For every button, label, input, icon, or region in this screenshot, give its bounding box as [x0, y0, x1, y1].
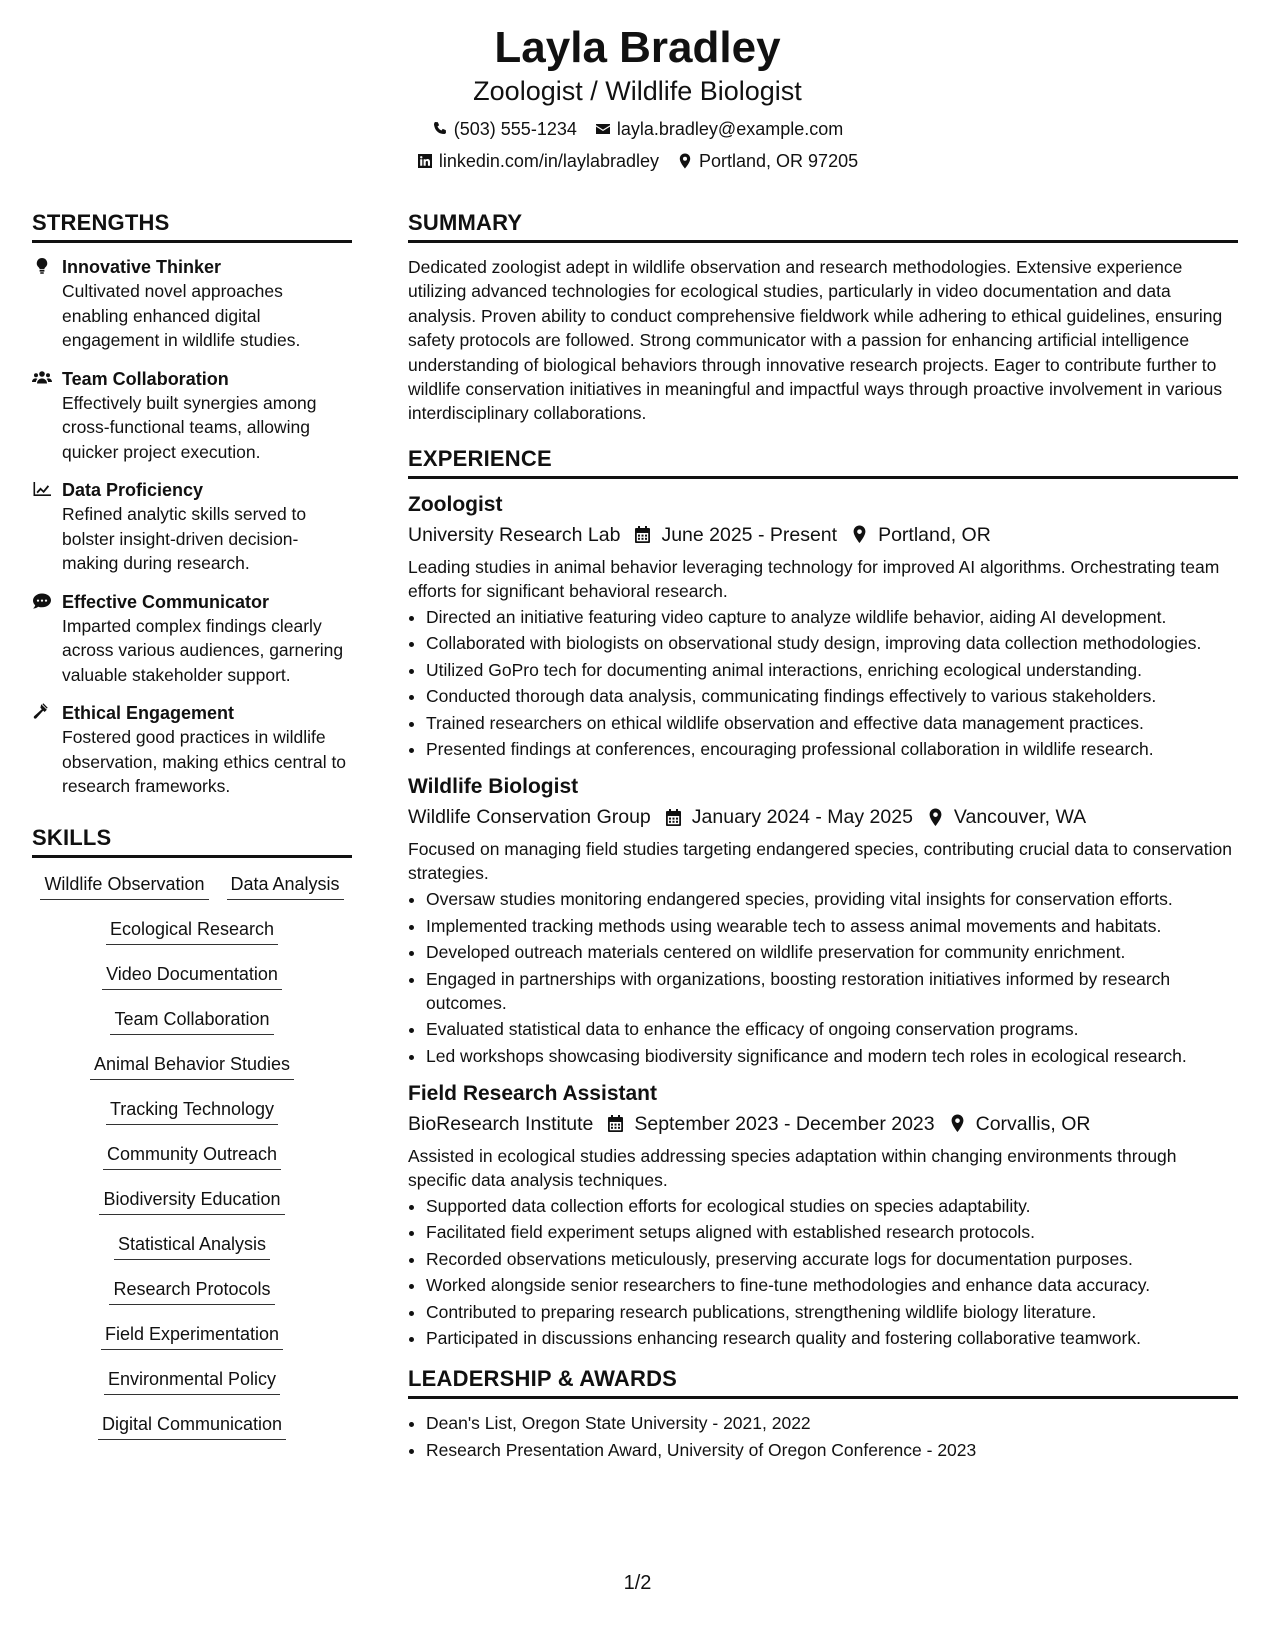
phone-icon [432, 121, 448, 137]
right-column [408, 210, 1238, 1464]
job-dates: January 2024 - May 2025 [691, 806, 913, 829]
job-meta [408, 803, 1238, 831]
candidate-name: Layla Bradley [494, 23, 781, 72]
lightbulb-icon [32, 257, 52, 275]
map-marker-icon [851, 525, 868, 544]
resume-header [0, 22, 1275, 172]
strength-desc: Fostered good practices in wildlife observation, making ethics central to research frameworks. [62, 727, 347, 796]
list-item: • Trained researchers on ethical wildlife observation and effective data management practices. [426, 711, 1238, 735]
strength-item [32, 478, 352, 576]
list-item: • Research Presentation Award, University of Oregon Conference - 2023 [426, 1438, 1238, 1462]
job-desc: Leading studies in animal behavior leveraging technology for improved AI algorithms. Orchestrating team efforts for significant behavioral research. [408, 556, 1220, 601]
list-item: • Recorded observations meticulously, preserving accurate logs for documentation purposes. [426, 1247, 1238, 1271]
skill-tag: Video Documentation [102, 962, 282, 990]
strength-desc: Cultivated novel approaches enabling enhanced digital engagement in wildlife studies. [62, 281, 301, 350]
job-entry [408, 1080, 1238, 1351]
calendar-icon [607, 1114, 624, 1133]
job-dates: September 2023 - December 2023 [634, 1112, 935, 1135]
job-title: Wildlife Biologist [408, 775, 579, 799]
list-item: • Supported data collection efforts for ecological studies on species adaptability. [426, 1194, 1238, 1218]
calendar-icon [634, 525, 651, 544]
job-location: Corvallis, OR [975, 1112, 1091, 1135]
experience-heading: EXPERIENCE [408, 446, 1238, 479]
strength-desc: Refined analytic skills served to bolster insight-driven decision-making during research. [62, 504, 307, 573]
calendar-icon [665, 808, 682, 827]
list-item: • Worked alongside senior researchers to fine-tune methodologies and enhance data accuracy. [426, 1273, 1238, 1297]
strength-title: Ethical Engagement [62, 703, 235, 723]
email-contact[interactable] [595, 118, 843, 140]
list-item: • Directed an initiative featuring video capture to analyze wildlife behavior, aiding AI development. [426, 605, 1238, 629]
left-column [32, 210, 352, 1440]
list-item: • Implemented tracking methods using wearable tech to assess animal movements and habitats. [426, 914, 1238, 938]
job-title: Field Research Assistant [408, 1081, 657, 1105]
location-text: Portland, OR 97205 [699, 151, 859, 171]
job-desc: Assisted in ecological studies addressing species adaptation within changing environments through specific data analysis techniques. [408, 1145, 1177, 1190]
gavel-icon [32, 703, 52, 721]
summary-text: Dedicated zoologist adept in wildlife observation and research methodologies. Extensive experience utilizing advanced technologies for ecological studies, particularly in video documentation and data analysis. Proven ability to conduct comprehensive fieldwork while adhering to ethical guidelines, ensuring safety protocols are followed. Strong communicator with a passion for enhancing artificial intelligence understanding of biological behaviors through innovative research projects. Eager to contribute further to wildlife conservation initiatives in meaningful and impactful ways through proactive involvement in various interdisciplinary collaborations. [408, 257, 1223, 424]
strength-desc: Effectively built synergies among cross-functional teams, allowing quicker project execution. [62, 392, 317, 462]
skill-tag: Community Outreach [103, 1142, 281, 1170]
skill-tag: Research Protocols [109, 1277, 274, 1305]
skill-tag: Field Experimentation [101, 1322, 283, 1350]
list-item: • Utilized GoPro tech for documenting animal interactions, enriching ecological understanding. [426, 658, 1238, 682]
list-item: • Presented findings at conferences, encouraging professional collaboration in wildlife research. [426, 737, 1238, 761]
strength-item [32, 701, 352, 799]
skill-tag: Animal Behavior Studies [90, 1052, 294, 1080]
list-item: • Contributed to preparing research publications, strengthening wildlife biology literature. [426, 1300, 1238, 1324]
list-item: • Participated in discussions enhancing research quality and fostering collaborative teamwork. [426, 1326, 1238, 1350]
location-contact [677, 150, 858, 172]
chart-line-icon [32, 480, 52, 498]
list-item: • Collaborated with biologists on observational study design, improving data collection methodologies. [426, 631, 1238, 655]
strengths-heading: STRENGTHS [32, 210, 352, 243]
summary-heading: SUMMARY [408, 210, 1238, 243]
strength-title: Innovative Thinker [62, 257, 222, 277]
map-marker-icon [677, 153, 693, 169]
job-title: Zoologist [408, 492, 503, 516]
skill-tag: Ecological Research [106, 917, 278, 945]
list-item: • Led workshops showcasing biodiversity significance and modern tech roles in ecological research. [426, 1044, 1238, 1068]
strength-title: Team Collaboration [62, 368, 229, 389]
job-entry [408, 491, 1238, 762]
map-marker-icon [927, 808, 944, 827]
skill-tag: Statistical Analysis [114, 1232, 270, 1260]
skill-tag: Team Collaboration [110, 1007, 273, 1035]
map-marker-icon [949, 1114, 966, 1133]
job-location: Vancouver, WA [953, 806, 1087, 829]
users-icon [32, 369, 52, 387]
contact-row-2 [0, 150, 1275, 172]
job-org: University Research Lab [408, 523, 621, 546]
strength-item [32, 367, 352, 465]
job-desc: Focused on managing field studies targeting endangered species, contributing crucial data to conservation strategies. [408, 839, 1232, 884]
contact-row-1 [0, 118, 1275, 140]
job-bullets [408, 1194, 1238, 1351]
job-dates: June 2025 - Present [661, 523, 838, 546]
strength-desc: Imparted complex findings clearly across various audiences, garnering valuable stakeholder support. [62, 615, 344, 685]
job-bullets [408, 887, 1238, 1068]
linkedin-contact[interactable] [417, 150, 659, 172]
job-org: BioResearch Institute [408, 1112, 594, 1135]
awards-list [408, 1411, 1238, 1462]
candidate-title: Zoologist / Wildlife Biologist [473, 76, 802, 106]
job-org: Wildlife Conservation Group [408, 806, 651, 829]
email-text: layla.bradley@example.com [616, 119, 844, 139]
strength-item [32, 255, 352, 353]
strength-item [32, 590, 352, 688]
skill-tag: Digital Communication [98, 1412, 286, 1440]
list-item: • Facilitated field experiment setups aligned with established research protocols. [426, 1220, 1238, 1244]
comment-icon [32, 592, 52, 610]
job-bullets [408, 605, 1238, 762]
job-meta [408, 521, 1238, 549]
skill-tag: Data Analysis [227, 872, 344, 900]
list-item: • Developed outreach materials centered on wildlife preservation for community enrichment. [426, 940, 1238, 964]
leadership-heading: LEADERSHIP & AWARDS [408, 1366, 1238, 1399]
strength-title: Data Proficiency [62, 480, 204, 500]
list-item: • Oversaw studies monitoring endangered species, providing vital insights for conservation efforts. [426, 887, 1238, 911]
page-number: 1/2 [623, 1572, 652, 1594]
list-item: • Dean's List, Oregon State University - 2021, 2022 [426, 1411, 1238, 1435]
job-location: Portland, OR [878, 523, 991, 546]
phone-contact[interactable] [432, 118, 577, 140]
skills-heading: SKILLS [32, 825, 352, 858]
list-item: • Engaged in partnerships with organizations, boosting restoration initiatives informed by research outcomes. [426, 967, 1238, 1015]
envelope-icon [595, 121, 611, 137]
linkedin-icon [417, 153, 433, 169]
skill-tag: Wildlife Observation [40, 872, 208, 900]
job-meta [408, 1110, 1238, 1138]
strength-title: Effective Communicator [62, 591, 270, 612]
skill-tag: Tracking Technology [106, 1097, 278, 1125]
list-item: • Conducted thorough data analysis, communicating findings effectively to various stakeholders. [426, 684, 1238, 708]
job-entry [408, 773, 1238, 1068]
skills-list [32, 870, 352, 1440]
linkedin-text: linkedin.com/in/laylabradley [438, 151, 659, 171]
skill-tag: Environmental Policy [104, 1367, 280, 1395]
phone-text: (503) 555-1234 [453, 119, 577, 139]
list-item: • Evaluated statistical data to enhance the efficacy of ongoing conservation programs. [426, 1017, 1238, 1041]
skill-tag: Biodiversity Education [99, 1187, 284, 1215]
